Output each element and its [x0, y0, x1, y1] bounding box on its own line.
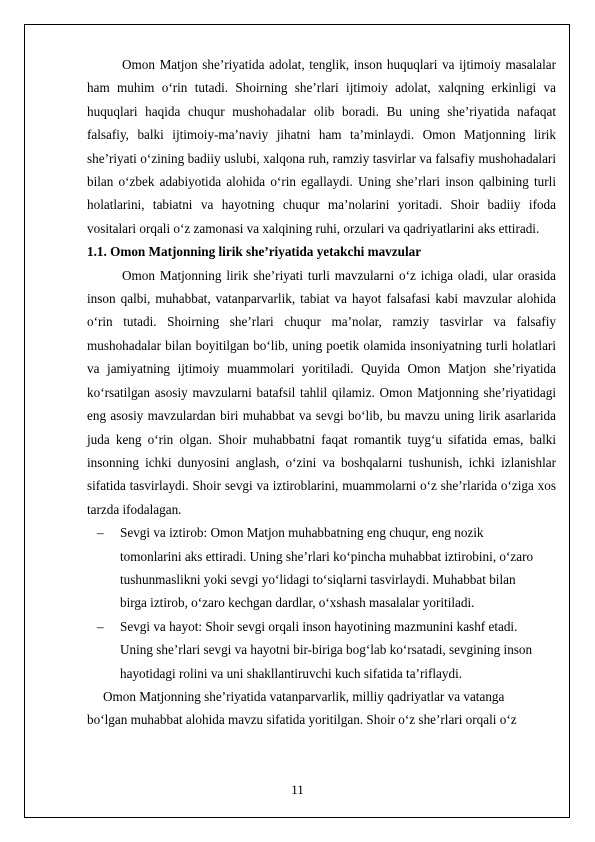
dash-bullet-icon: –: [97, 618, 104, 634]
list-item-text: Sevgi va hayot: Shoir sevgi orqali inson hayotining mazmunini kashf etadi. Uning she’rlari sevgi va hayotni bir-biriga bog‘lab ko‘rsatadi, sevgining inson hayotidagi rolini va uni shakllantiruvchi kuch sifatida ta’riflaydi.: [120, 618, 533, 681]
list-item-text: Sevgi va iztirob: Omon Matjon muhabbatning eng chuqur, eng nozik tomonlarini aks ettiradi. Uning she’rlari ko‘pincha muhabbat iztirobini, o‘zaro tushunmaslikni yoki sevgi yo‘lidagi to‘siqlarni tasvirlaydi. Muhabbat bilan birga iztirob, o‘zaro kechgan dardlar, o‘xshash masalalar yoritiladi.: [120, 525, 534, 611]
section-heading: 1.1. Omon Matjonning lirik she’riyatida yetakchi mavzular: [87, 244, 422, 260]
document-body: [87, 53, 556, 732]
bullet-list: [87, 521, 556, 685]
dash-bullet-icon: –: [97, 525, 104, 541]
page-number: 11: [291, 782, 304, 797]
list-item: [87, 521, 556, 615]
section-paragraph: Omon Matjonning lirik she’riyati turli mavzularni o‘z ichiga oladi, ular orasida inson qalbi, muhabbat, vatanparvarlik, tabiat va hayot falsafasi kabi mavzular alohida o‘rin tutadi. Shoirning she’rlari chuqur ma’nolar, ramziy tasvirlar va falsafiy mushohadalar bilan boyitilgan bo‘lib, uning poetik olamida insoniyatning turli holatlari va jamiyatning ijtimoiy muammolari yoritiladi. Quyida Omon Matjon she’riyatida ko‘rsatilgan asosiy mavzularni batafsil tahlil qilamiz. Omon Matjonning she’riyatidagi eng asosiy mavzulardan biri muhabbat va sevgi bo‘lib, bu mavzu uning lirik asarlarida juda keng o‘rin olgan. Shoir muhabbatni faqat romantik tuyg‘u sifatida emas, balki insonning ichki dunyosini anglash, o‘zini va boshqalarni tushunish, ichki izlanishlar sifatida tasvirlaydi. Shoir sevgi va iztiroblarini, muammolarni o‘z she’rlarida o‘ziga xos tarzda ifodalagan.: [87, 267, 556, 517]
intro-paragraph: Omon Matjon she’riyatida adolat, tenglik, inson huquqlari va ijtimoiy masalalar ham muhim o‘rin tutadi. Shoirning she’rlari ijtimoiy adolat, xalqning erkinligi va huquqlari haqida chuqur mushohadalar olib boradi. Bu uning she’riyatida nafaqat falsafiy, balki ijtimoiy-ma’naviy jihatni ham ta’minlaydi. Omon Matjonning lirik she’riyati o‘zining badiiy uslubi, xalqona ruh, ramziy tasvirlar va falsafiy mushohadalari bilan o‘zbek adabiyotida alohida o‘rin egallaydi. Uning she’rlari inson qalbining turli holatlarini, tabiatni va hayotning chuqur ma’nolarini yoritadi. Shoir badiiy ifoda vositalari orqali o‘z zamonasi va xalqining ruhi, orzulari va qadriyatlarini aks ettiradi.: [87, 57, 556, 236]
list-item: [87, 615, 556, 685]
continuation-paragraph: Omon Matjonning she’riyatida vatanparvarlik, milliy qadriyatlar va vatanga bo‘lgan muhabbat alohida mavzu sifatida yoritilgan. Shoir o‘z she’rlari orqali o‘z: [87, 688, 517, 728]
